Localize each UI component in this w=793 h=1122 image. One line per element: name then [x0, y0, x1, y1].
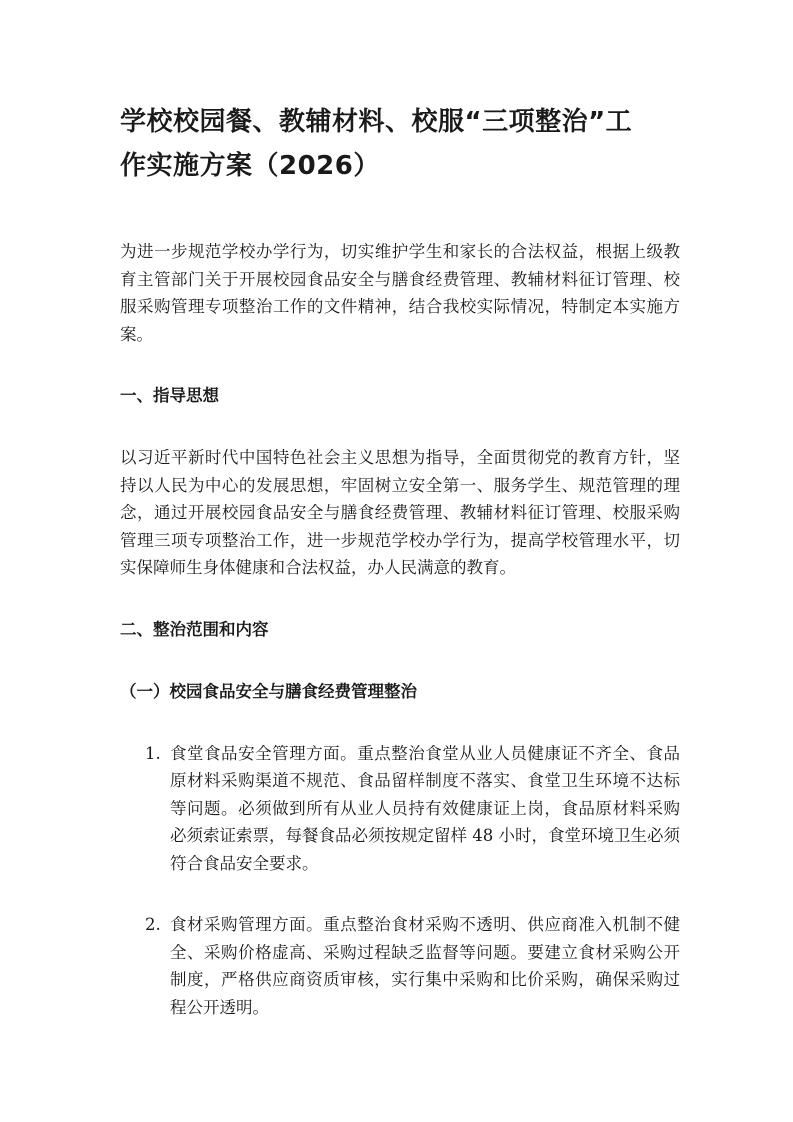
document-title: 学校校园餐、教辅材料、校服“三项整治”工作实施方案（2026）: [120, 107, 633, 181]
intro-paragraph: 为进一步规范学校办学行为，切实维护学生和家长的合法权益，根据上级教育主管部门关于开展校园食品安全与膳食经费管理、教辅材料征订管理、校服采购管理专项整治工作的文件精神，结合我校实际情况，特制定本实施方案。: [120, 242, 680, 344]
guiding-ideology-paragraph: 以习近平新时代中国特色社会主义思想为指导，全面贯彻党的教育方针，坚持以人民为中心的发展思想，牢固树立安全第一、服务学生、规范管理的理念，通过开展校园食品安全与膳食经费管理、教辅材料征订管理、校服采购管理三项专项整治工作，进一步规范学校办学行为，提高学校管理水平，切实保障师生身体健康和合法权益，办人民满意的教育。: [120, 448, 680, 577]
section-heading-guiding-ideology: 一、指导思想: [120, 386, 219, 405]
section-heading-scope-and-content: 二、整治范围和内容: [120, 619, 269, 639]
list-item: [120, 740, 680, 878]
list-item-text: 食堂食品安全管理方面。重点整治食堂从业人员健康证不齐全、食品原材料采购渠道不规范、食品留样制度不落实、食堂卫生环境不达标等问题。必须做到所有从业人员持有效健康证上岗，食品原材料采购必须索证索票，每餐食品必须按规定留样 48 小时，食堂环境卫生必须符合食品安全要求。: [170, 743, 680, 873]
list-item: [120, 911, 680, 1021]
subsection-heading-food-safety: （一）校园食品安全与膳食经费管理整治: [120, 681, 417, 701]
food-safety-list: [120, 740, 680, 1022]
list-item-number: 1.: [145, 743, 161, 763]
document-page: [120, 100, 680, 1055]
list-item-text: 食材采购管理方面。重点整治食材采购不透明、供应商准入机制不健全、采购价格虚高、采购过程缺乏监督等问题。要建立食材采购公开制度，严格供应商资质审核，实行集中采购和比价采购，确保采购过程公开透明。: [170, 915, 680, 1017]
list-item-number: 2.: [145, 915, 161, 934]
